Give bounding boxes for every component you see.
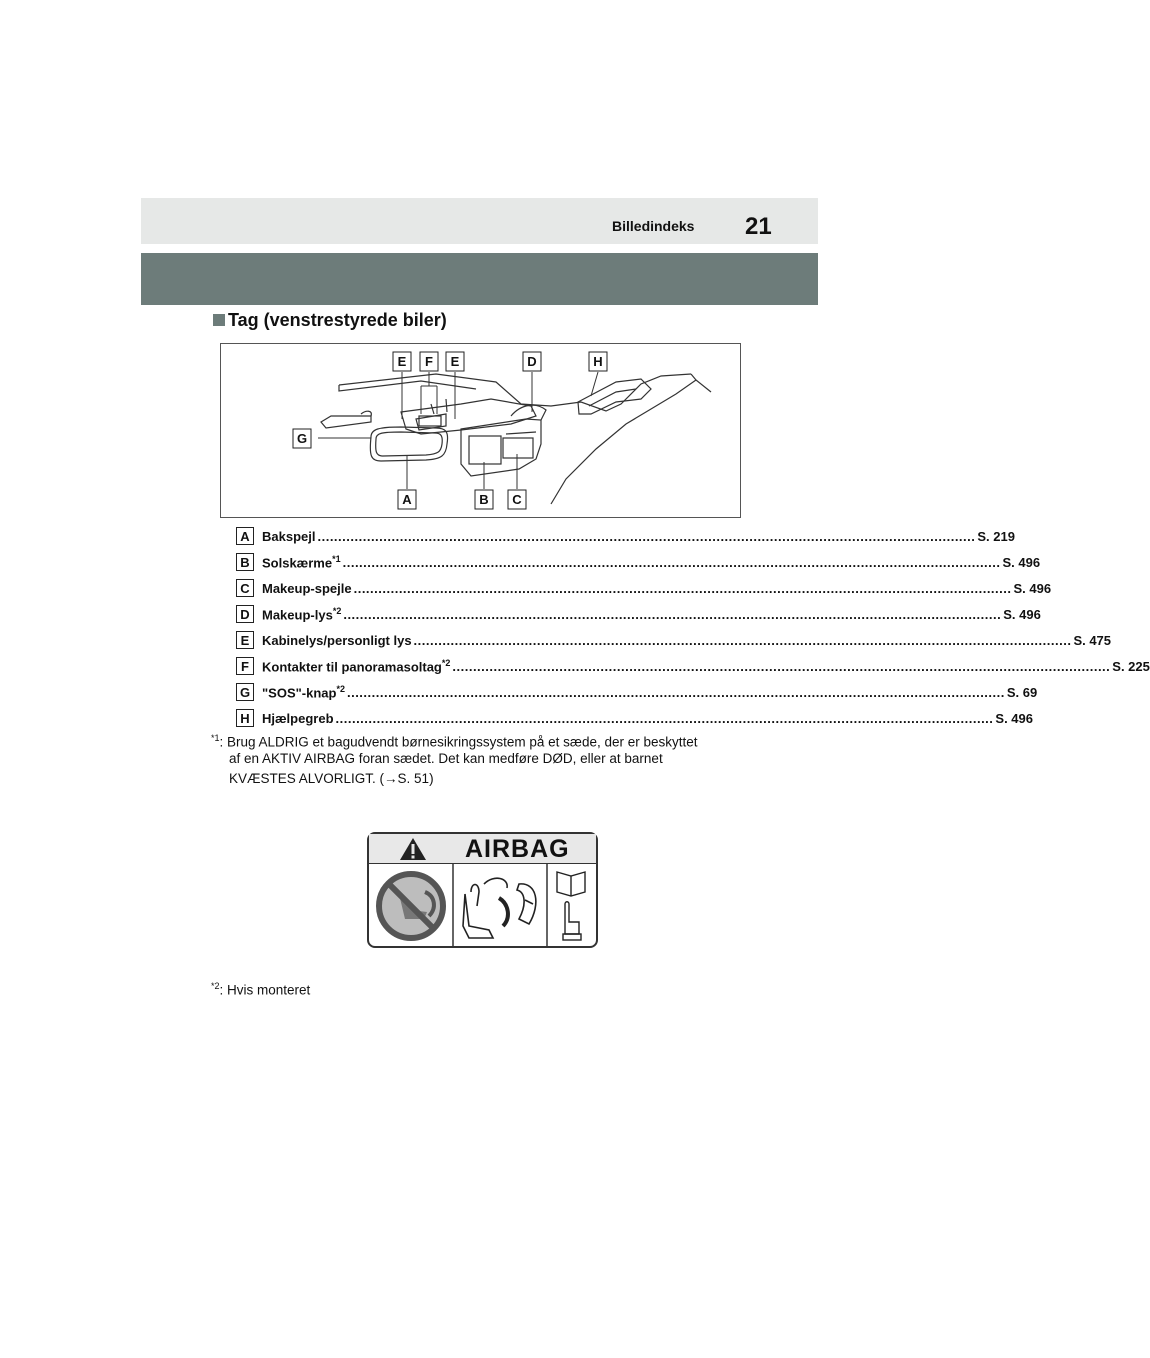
item-label: Kabinelys/personligt lys xyxy=(262,632,412,648)
item-letter: D xyxy=(236,605,254,623)
leader-dots: ................................................................................................................................................................ xyxy=(353,580,1012,596)
item-letter: H xyxy=(236,709,254,727)
section-heading xyxy=(213,310,447,331)
airbag-pictograms xyxy=(369,864,596,946)
square-bullet-icon xyxy=(213,314,225,326)
airbag-warning-label xyxy=(367,832,598,948)
page-reference-link[interactable]: S. 69 xyxy=(1006,684,1038,700)
footnote-marker: *2 xyxy=(441,657,451,668)
callout-e-left: E xyxy=(397,354,407,369)
manual-reference-icon xyxy=(557,872,585,940)
footnote-marker: *2 xyxy=(211,981,220,991)
leader-dots: ................................................................................................................................................................ xyxy=(335,710,994,726)
page-reference-link[interactable]: S. 225 xyxy=(1112,658,1150,674)
list-item xyxy=(236,627,1112,653)
item-label: Bakspejl xyxy=(262,528,316,544)
airbag-title: AIRBAG xyxy=(465,835,570,863)
callout-e-right: E xyxy=(450,354,460,369)
page-reference-link[interactable]: S. 496 xyxy=(1002,554,1041,570)
leader-dots: ................................................................................................................................................................ xyxy=(317,528,976,544)
item-letter: A xyxy=(236,527,254,545)
callout-d: D xyxy=(527,354,537,369)
list-item xyxy=(236,601,1041,627)
list-item xyxy=(236,679,1038,705)
item-label: Makeup-spejle xyxy=(262,580,352,596)
list-item xyxy=(236,523,1015,549)
seat-airbag-icon xyxy=(463,878,536,938)
callout-f: F xyxy=(425,354,433,369)
leader-dots: ................................................................................................................................................................ xyxy=(346,684,1005,700)
leader-dots: ................................................................................................................................................................ xyxy=(413,632,1072,648)
item-letter: F xyxy=(236,657,254,675)
footnote-marker: *2 xyxy=(336,683,345,694)
item-label: Hjælpegreb xyxy=(262,710,334,726)
page-number: 21 xyxy=(745,213,772,240)
header-band xyxy=(141,198,818,244)
callout-c: C xyxy=(512,492,522,507)
page-reference-link[interactable]: S. 496 xyxy=(1003,606,1041,622)
chapter-band xyxy=(141,253,818,305)
list-item xyxy=(236,575,1052,601)
item-label: Solskærme$^{*1}$ xyxy=(262,553,341,571)
footnote-marker: *1 xyxy=(332,553,341,564)
page-reference-link[interactable]: S. 475 xyxy=(1073,632,1112,648)
callout-g: G xyxy=(296,431,308,446)
item-letter: C xyxy=(236,579,254,597)
item-letter: B xyxy=(236,553,254,571)
callout-a: A xyxy=(402,492,412,507)
footnote-1-line-3: KVÆSTES ALVORLIGT. (→S. 51) xyxy=(229,771,434,786)
section-heading-text: Tag (venstrestyrede biler) xyxy=(228,310,447,330)
leader-dots: ................................................................................................................................................................ xyxy=(343,606,1002,622)
footnote-2 xyxy=(211,977,310,1000)
item-list xyxy=(236,523,1150,731)
page-reference-link[interactable]: S. 496 xyxy=(1013,580,1052,596)
leader-dots: ................................................................................................................................................................ xyxy=(452,658,1111,674)
roof-illustration xyxy=(221,344,740,517)
page-reference-link[interactable]: S. 496 xyxy=(995,710,1033,726)
callout-b: B xyxy=(479,492,489,507)
callout-h: H xyxy=(593,354,603,369)
list-item xyxy=(236,705,1033,731)
item-label: Makeup-lys$^{*2}$ xyxy=(262,605,342,623)
leader-dots: ................................................................................................................................................................ xyxy=(342,554,1001,570)
footnote-text: : Hvis monteret xyxy=(219,982,311,998)
section-title: Billedindeks xyxy=(612,218,695,234)
item-label: "SOS"-knap$^{*2}$ xyxy=(262,683,345,701)
footnote-marker: *2 xyxy=(332,605,342,616)
item-letter: G xyxy=(236,683,254,701)
item-label: Kontakter til panoramasoltag$^{*2}$ xyxy=(262,657,451,675)
warning-triangle-icon xyxy=(399,837,427,861)
footnote-marker: *1 xyxy=(211,733,220,743)
footnote-text: : Brug ALDRIG et bagudvendt børnesikringssystem på et sæde, der er beskyttet xyxy=(219,734,698,750)
list-item xyxy=(236,549,1041,575)
footnote-1-line-2: af en AKTIV AIRBAG foran sædet. Det kan medføre DØD, eller at barnet xyxy=(229,751,663,766)
page-reference-link[interactable]: S. 219 xyxy=(977,528,1015,544)
roof-diagram xyxy=(220,343,741,518)
no-child-seat-icon xyxy=(379,874,443,938)
item-letter: E xyxy=(236,631,254,649)
list-item xyxy=(236,653,1150,679)
